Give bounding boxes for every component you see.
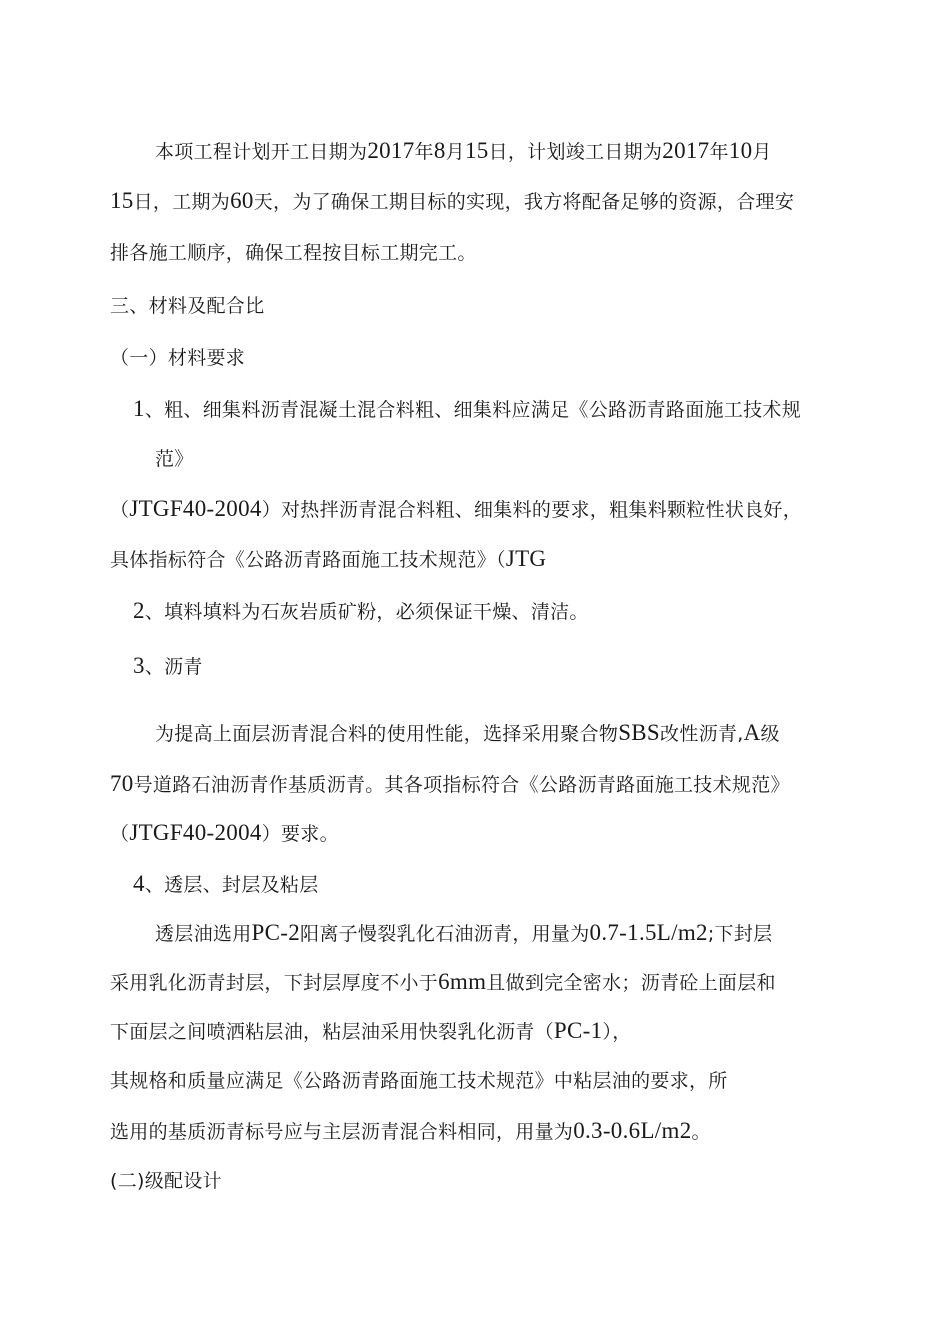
latin-run: 2017	[662, 138, 710, 163]
latin-run: A	[743, 720, 761, 745]
item-3-body-line-1: 为提高上面层沥青混合料的使用性能，选择采用聚合物SBS改性沥青,A级	[155, 720, 780, 745]
item-1-line-2: 范》	[155, 448, 194, 470]
item-4-body-line-5: 选用的基质沥青标号应与主层沥青混合料相同，用量为0.3-0.6L/m2。	[110, 1118, 711, 1143]
item-1-line-4: 具体指标符合《公路沥青路面施工技术规范》（JTG	[110, 546, 547, 571]
latin-run: 1	[133, 396, 145, 421]
latin-run: 8	[433, 138, 446, 163]
latin-run: 15	[464, 138, 489, 163]
item-4-heading: 4、透层、封层及粘层	[133, 871, 319, 896]
latin-run: SBS	[618, 720, 661, 745]
latin-run: PC-1	[553, 1018, 603, 1043]
item-1-line-1: 1、粗、细集料沥青混凝土混合料粗、细集料应满足《公路沥青路面施工技术规	[133, 396, 802, 421]
latin-run: 15	[110, 188, 134, 213]
item-3-heading: 3、沥青	[133, 653, 203, 678]
latin-run: 3	[133, 653, 145, 678]
schedule-line-2: 15日，工期为60天，为了确保工期目标的实现，我方将配备足够的资源，合理安	[110, 188, 795, 213]
item-4-body-line-2: 采用乳化沥青封层，下封层厚度不小于6mm且做到完全密水；沥青砼上面层和	[110, 969, 776, 994]
latin-run: 0.7-1.5L/m2	[589, 920, 708, 945]
latin-run: 6mm	[438, 969, 487, 994]
section-3-heading: 三、材料及配合比	[110, 295, 265, 317]
latin-run: 60	[230, 188, 254, 213]
latin-run: 2017	[367, 138, 415, 163]
item-1-line-3: （JTGF40-2004）对热拌沥青混合料粗、细集料的要求，粗集料颗粒性状良好，	[110, 496, 803, 521]
latin-run: JTGF40-2004	[129, 820, 262, 845]
latin-run: 70	[110, 771, 134, 796]
item-2: 2、填料填料为石灰岩质矿粉，必须保证干燥、清洁。	[133, 598, 589, 623]
schedule-line-3: 排各施工顺序，确保工程按目标工期完工。	[110, 242, 477, 264]
item-4-body-line-1: 透层油选用PC-2阳离子慢裂乳化石油沥青，用量为0.7-1.5L/m2;下封层	[155, 920, 773, 945]
item-4-body-line-3: 下面层之间喷洒粘层油，粘层油采用快裂乳化沥青（PC-1），	[110, 1018, 632, 1043]
latin-run: 0.3-0.6L/m2	[573, 1118, 692, 1143]
latin-run: 10	[728, 138, 753, 163]
latin-run: PC-2	[251, 920, 301, 945]
latin-run: 4	[133, 871, 145, 896]
item-3-body-line-3: （JTGF40-2004）要求。	[110, 820, 339, 845]
latin-run: JTG	[505, 546, 547, 571]
item-3-body-line-2: 70号道路石油沥青作基质沥青。其各项指标符合《公路沥青路面施工技术规范》	[110, 771, 790, 796]
item-4-body-line-4: 其规格和质量应满足《公路沥青路面施工技术规范》中粘层油的要求，所	[110, 1070, 728, 1092]
latin-run: 2	[133, 598, 145, 623]
subsection-2-heading: (二)级配设计	[110, 1170, 222, 1192]
subsection-1-heading: （一）材料要求	[110, 347, 246, 369]
schedule-line-1: 本项工程计划开工日期为2017年8月15日，计划竣工日期为2017年10月	[155, 138, 772, 163]
latin-run: JTGF40-2004	[129, 496, 262, 521]
